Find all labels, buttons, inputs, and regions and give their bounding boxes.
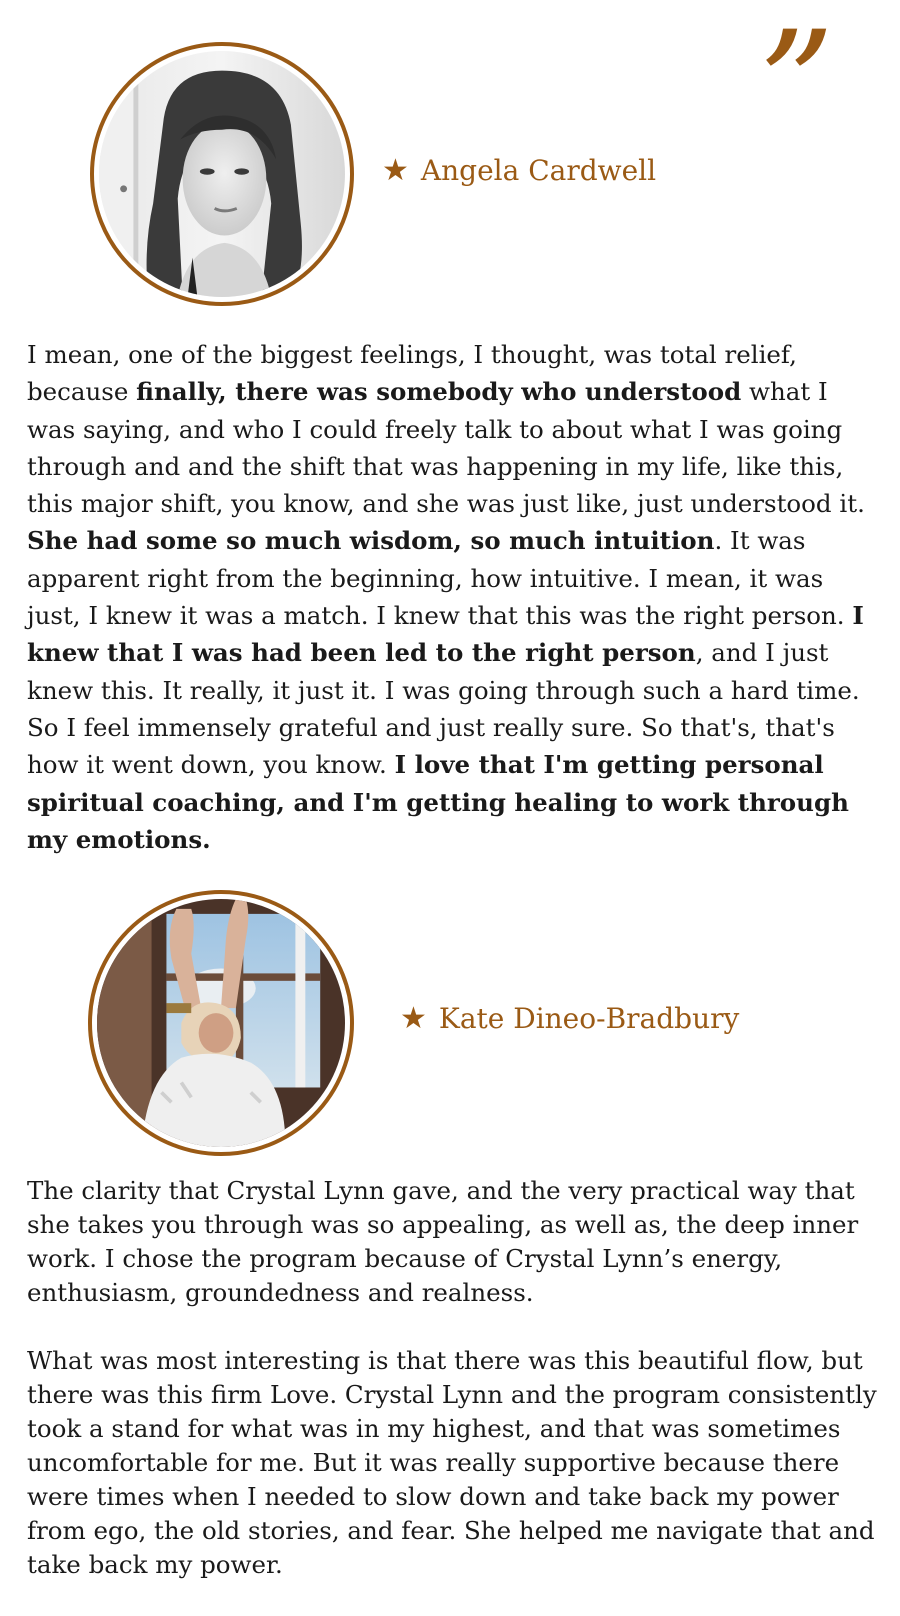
avatar-photo (99, 51, 345, 297)
avatar-photo (97, 899, 345, 1147)
svg-text:”: ” (764, 10, 835, 110)
quote-segment: . It was apparent right from the beginning, how intuitive. I mean, it was just, I knew it was a match. I knew that this was the right person. (27, 526, 853, 631)
quote-segment: what I was saying, and who I could freely talk to about what I was going through and and the shift that was happening in my life, like this, this major shift, you know, and she was just like, just understood it. (27, 377, 865, 519)
quote-highlight: She had some so much wisdom, so much intuition (27, 526, 715, 556)
testimonial-name-row (400, 1002, 739, 1035)
closing-quote-icon (764, 10, 874, 110)
quote-segment: , and I just knew this. It really, it just it. I was going through such a hard time. So I feel immensely grateful and just really sure. So that's, that's how it went down, you know. (27, 638, 860, 780)
avatar-angela (90, 42, 354, 306)
testimonial-text-kate (27, 1174, 887, 1616)
testimonial-paragraph: The clarity that Crystal Lynn gave, and the very practical way that she takes you through was so appealing, as well as, the deep inner work. I chose the program because of Crystal Lynn’s energy, enthusiasm, groundedness and realness. (27, 1176, 859, 1307)
testimonial-paragraph: What was most interesting is that there was this beautiful flow, but there was this firm Love. Crystal Lynn and the program consistently took a stand for what was in my highest, and that was sometimes uncomfortable for me. But it was really supportive because there were times when I needed to slow down and take back my power from ego, the old stories, and fear. She helped me navigate that and take back my power. (27, 1346, 877, 1579)
testimonial-author-name: Angela Cardwell (420, 154, 657, 187)
testimonial-author-name: Kate Dineo-Bradbury (438, 1002, 740, 1035)
star-icon: ★ (400, 1000, 427, 1036)
testimonial-text-angela (27, 336, 877, 858)
quote-highlight: I love that I'm getting personal spiritual coaching, and I'm getting healing to work through my emotions. (27, 750, 849, 854)
star-icon: ★ (382, 152, 409, 188)
quote-highlight: I knew that I was had been led to the right person (27, 601, 864, 668)
testimonial-name-row (382, 154, 656, 187)
quote-highlight: finally, there was somebody who understood (136, 377, 742, 407)
avatar-kate (88, 890, 354, 1156)
quote-segment: I mean, one of the biggest feelings, I thought, was total relief, because (27, 340, 797, 407)
